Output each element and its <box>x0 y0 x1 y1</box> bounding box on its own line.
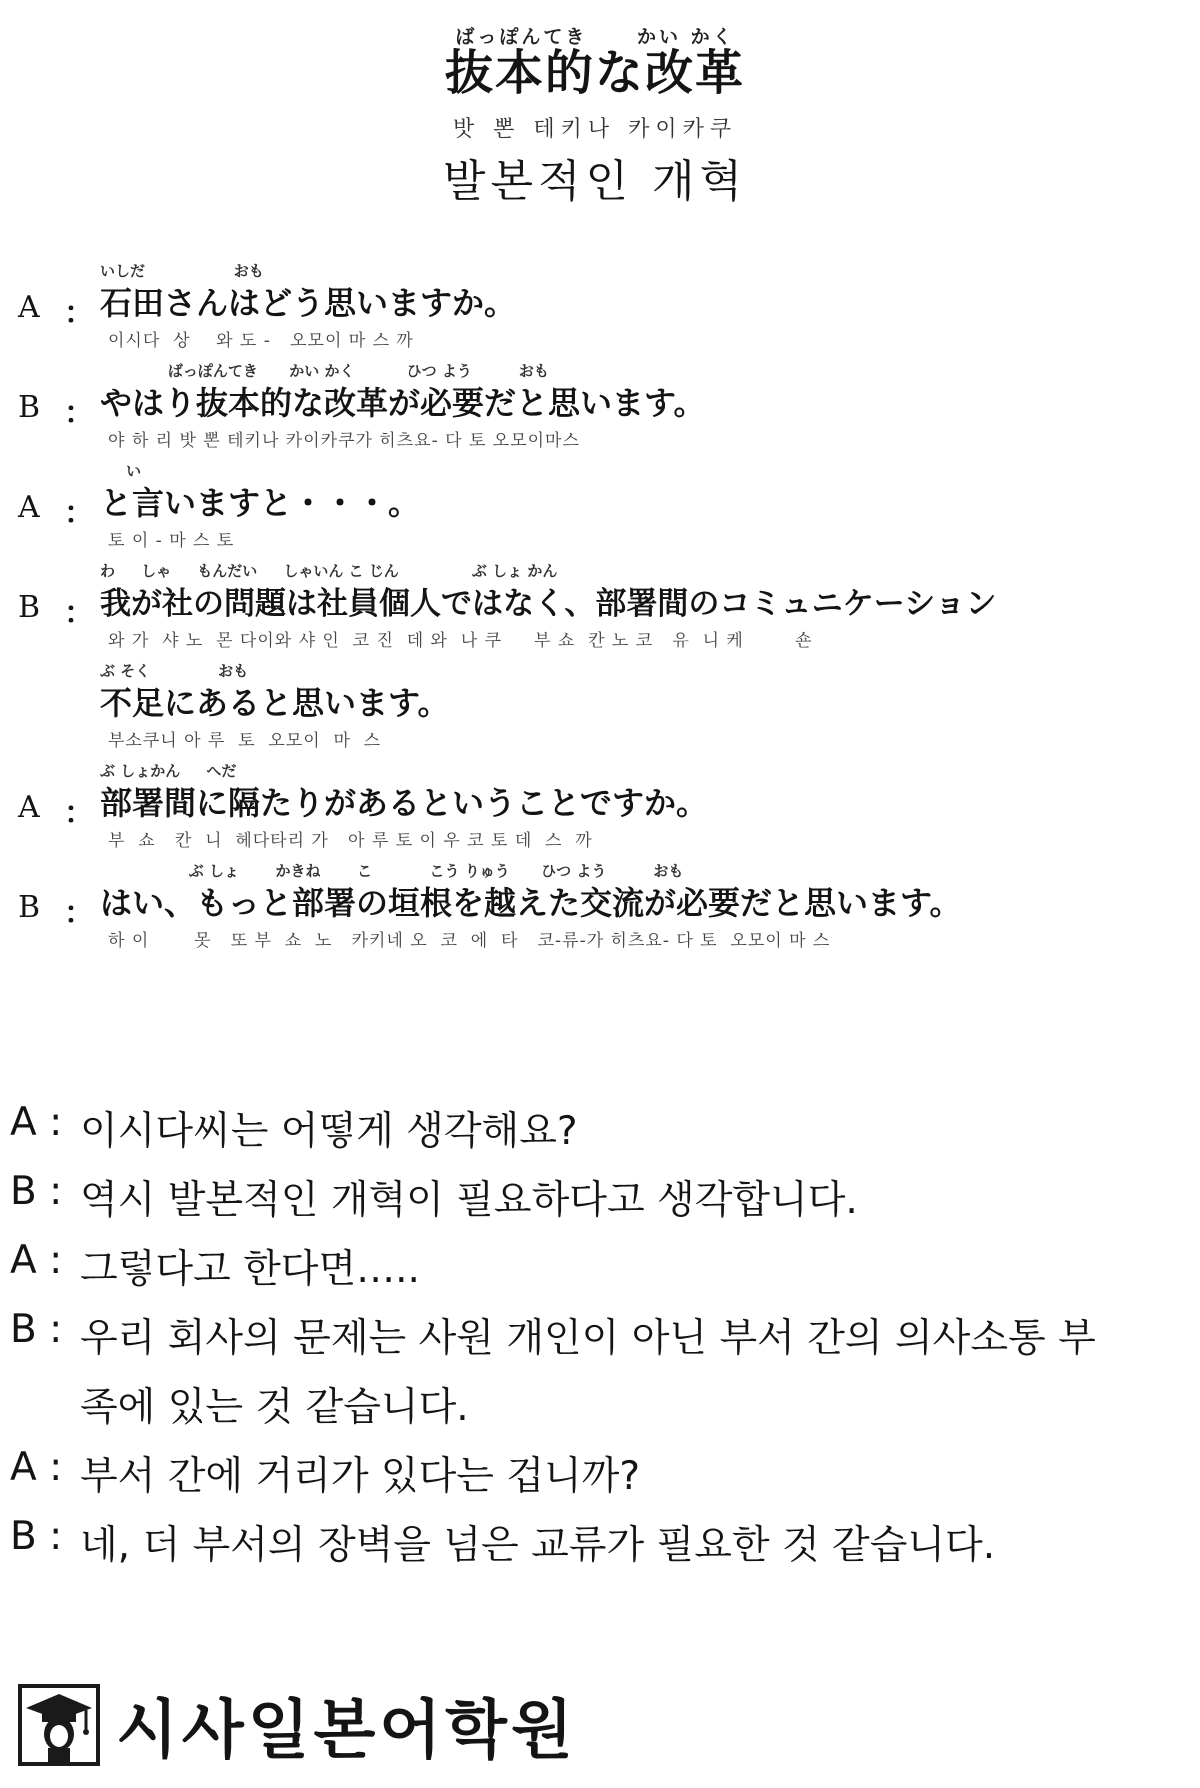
speaker-label: A <box>18 290 40 325</box>
jp-line <box>0 860 1200 960</box>
speaker-label: B : <box>10 1307 63 1352</box>
korean-pronunciation: 이시다 상 와 도 - 오모이 마 스 까 <box>108 331 414 351</box>
ko-line <box>10 1090 1190 1159</box>
speaker-label: B <box>18 890 41 925</box>
jp-line <box>0 260 1200 360</box>
ko-sentence: 부서 간에 거리가 있다는 겁니까? <box>80 1454 641 1499</box>
page-title: 抜本的な改革 <box>444 45 745 101</box>
jp-sentence: 我が社の問題は社員個人ではなく、部署間のコミュニケーション <box>100 586 997 622</box>
title-kana-reading: 밧 뽄 테키나 카이카쿠 <box>452 117 738 142</box>
speaker-label: A <box>18 790 40 825</box>
jp-line <box>0 560 1200 660</box>
speaker-colon: ： <box>64 296 94 331</box>
furigana: いしだ おも <box>100 262 264 280</box>
furigana: ぶ そく おも <box>100 662 249 680</box>
title-ruby <box>370 22 820 46</box>
ko-sentence: 역시 발본적인 개혁이 필요하다고 생각합니다. <box>80 1178 858 1223</box>
korean-pronunciation: 부 쇼 칸 니 헤다타리 가 아 루 토 이 우 코 토 데 스 까 <box>108 831 593 851</box>
speaker-label: A : <box>10 1445 63 1490</box>
ko-sentence: 우리 회사의 문제는 사원 개인이 아닌 부서 간의 의사소통 부 <box>80 1316 1096 1361</box>
speaker-colon: ： <box>64 496 94 531</box>
jp-line <box>0 360 1200 460</box>
brand-footer <box>18 1680 577 1770</box>
ko-sentence: 족에 있는 것 같습니다. <box>80 1385 469 1430</box>
korean-pronunciation: 하 이 못 또 부 쇼 노 카키네 오 코 에 타 코-류-가 히츠요- 다 토 오모이 마 스 <box>108 931 831 951</box>
furigana: わ しゃ もんだい しゃいん こ じん ぶ しょ かん <box>100 562 558 580</box>
title-korean: 발본적인 개혁 <box>442 156 747 207</box>
furigana: ぶ しょかん へだ <box>100 762 237 780</box>
speaker-label: A : <box>10 1100 63 1145</box>
jp-sentence: と言いますと・・・。 <box>100 484 421 522</box>
furigana: い <box>100 462 142 480</box>
jp-sentence: はい、もっと部署の垣根を越えた交流が必要だと思います。 <box>100 884 962 922</box>
ko-line <box>10 1228 1190 1297</box>
japanese-dialog <box>0 260 1200 960</box>
speaker-colon: ： <box>64 796 94 831</box>
title-ruby-right: かい かく <box>637 26 735 48</box>
speaker-label: B <box>18 390 41 425</box>
jp-sentence: 部署間に隔たりがあるということですか。 <box>100 784 709 822</box>
ko-line <box>10 1297 1190 1366</box>
jp-line <box>0 460 1200 560</box>
korean-pronunciation: 와 가 샤 노 몬 다이와 샤 인 코 진 데 와 나 쿠 부 쇼 칸 노 코 유 니 케 숀 <box>108 631 813 651</box>
ko-line-continued <box>10 1366 1190 1435</box>
jp-line <box>0 760 1200 860</box>
furigana: ぶ しょ かきね こ こう りゅう ひつ よう おも <box>100 862 684 880</box>
speaker-colon: ： <box>64 896 94 931</box>
jp-sentence: 不足にあると思います。 <box>100 684 450 722</box>
ko-line <box>10 1159 1190 1228</box>
title-ruby-left: ばっぽんてき <box>455 26 588 48</box>
korean-pronunciation: 부소쿠니 아 루 토 오모이 마 스 <box>108 731 382 751</box>
korean-pronunciation: 토 이 - 마 스 토 <box>108 531 235 551</box>
ko-sentence: 네, 더 부서의 장벽을 넘은 교류가 필요한 것 같습니다. <box>80 1523 996 1568</box>
brand-name: 시사일본어학원 <box>116 1694 577 1768</box>
jp-sentence: やはり抜本的な改革が必要だと思います。 <box>100 384 706 422</box>
speaker-label: B : <box>10 1169 63 1214</box>
speaker-label: A <box>18 490 40 525</box>
speaker-label: B <box>18 590 41 625</box>
graduate-logo-icon <box>18 1684 100 1766</box>
jp-sentence: 石田さんはどう思いますか。 <box>100 284 517 322</box>
speaker-label: B : <box>10 1514 63 1559</box>
korean-translation <box>10 1090 1190 1573</box>
title-block <box>370 22 820 209</box>
speaker-colon: ： <box>64 396 94 431</box>
speaker-label: A : <box>10 1238 63 1283</box>
ko-line <box>10 1504 1190 1573</box>
ko-line <box>10 1435 1190 1504</box>
furigana: ばっぽんてき かい かく ひつ よう おも <box>100 362 549 380</box>
speaker-colon: ： <box>64 596 94 631</box>
ko-sentence: 그렇다고 한다면….. <box>80 1247 420 1292</box>
ko-sentence: 이시다씨는 어떻게 생각해요? <box>80 1109 578 1154</box>
korean-pronunciation: 야 하 리 밧 뽄 테키나 카이카쿠가 히츠요- 다 토 오모이마스 <box>108 431 580 451</box>
jp-line-continued <box>0 660 1200 760</box>
